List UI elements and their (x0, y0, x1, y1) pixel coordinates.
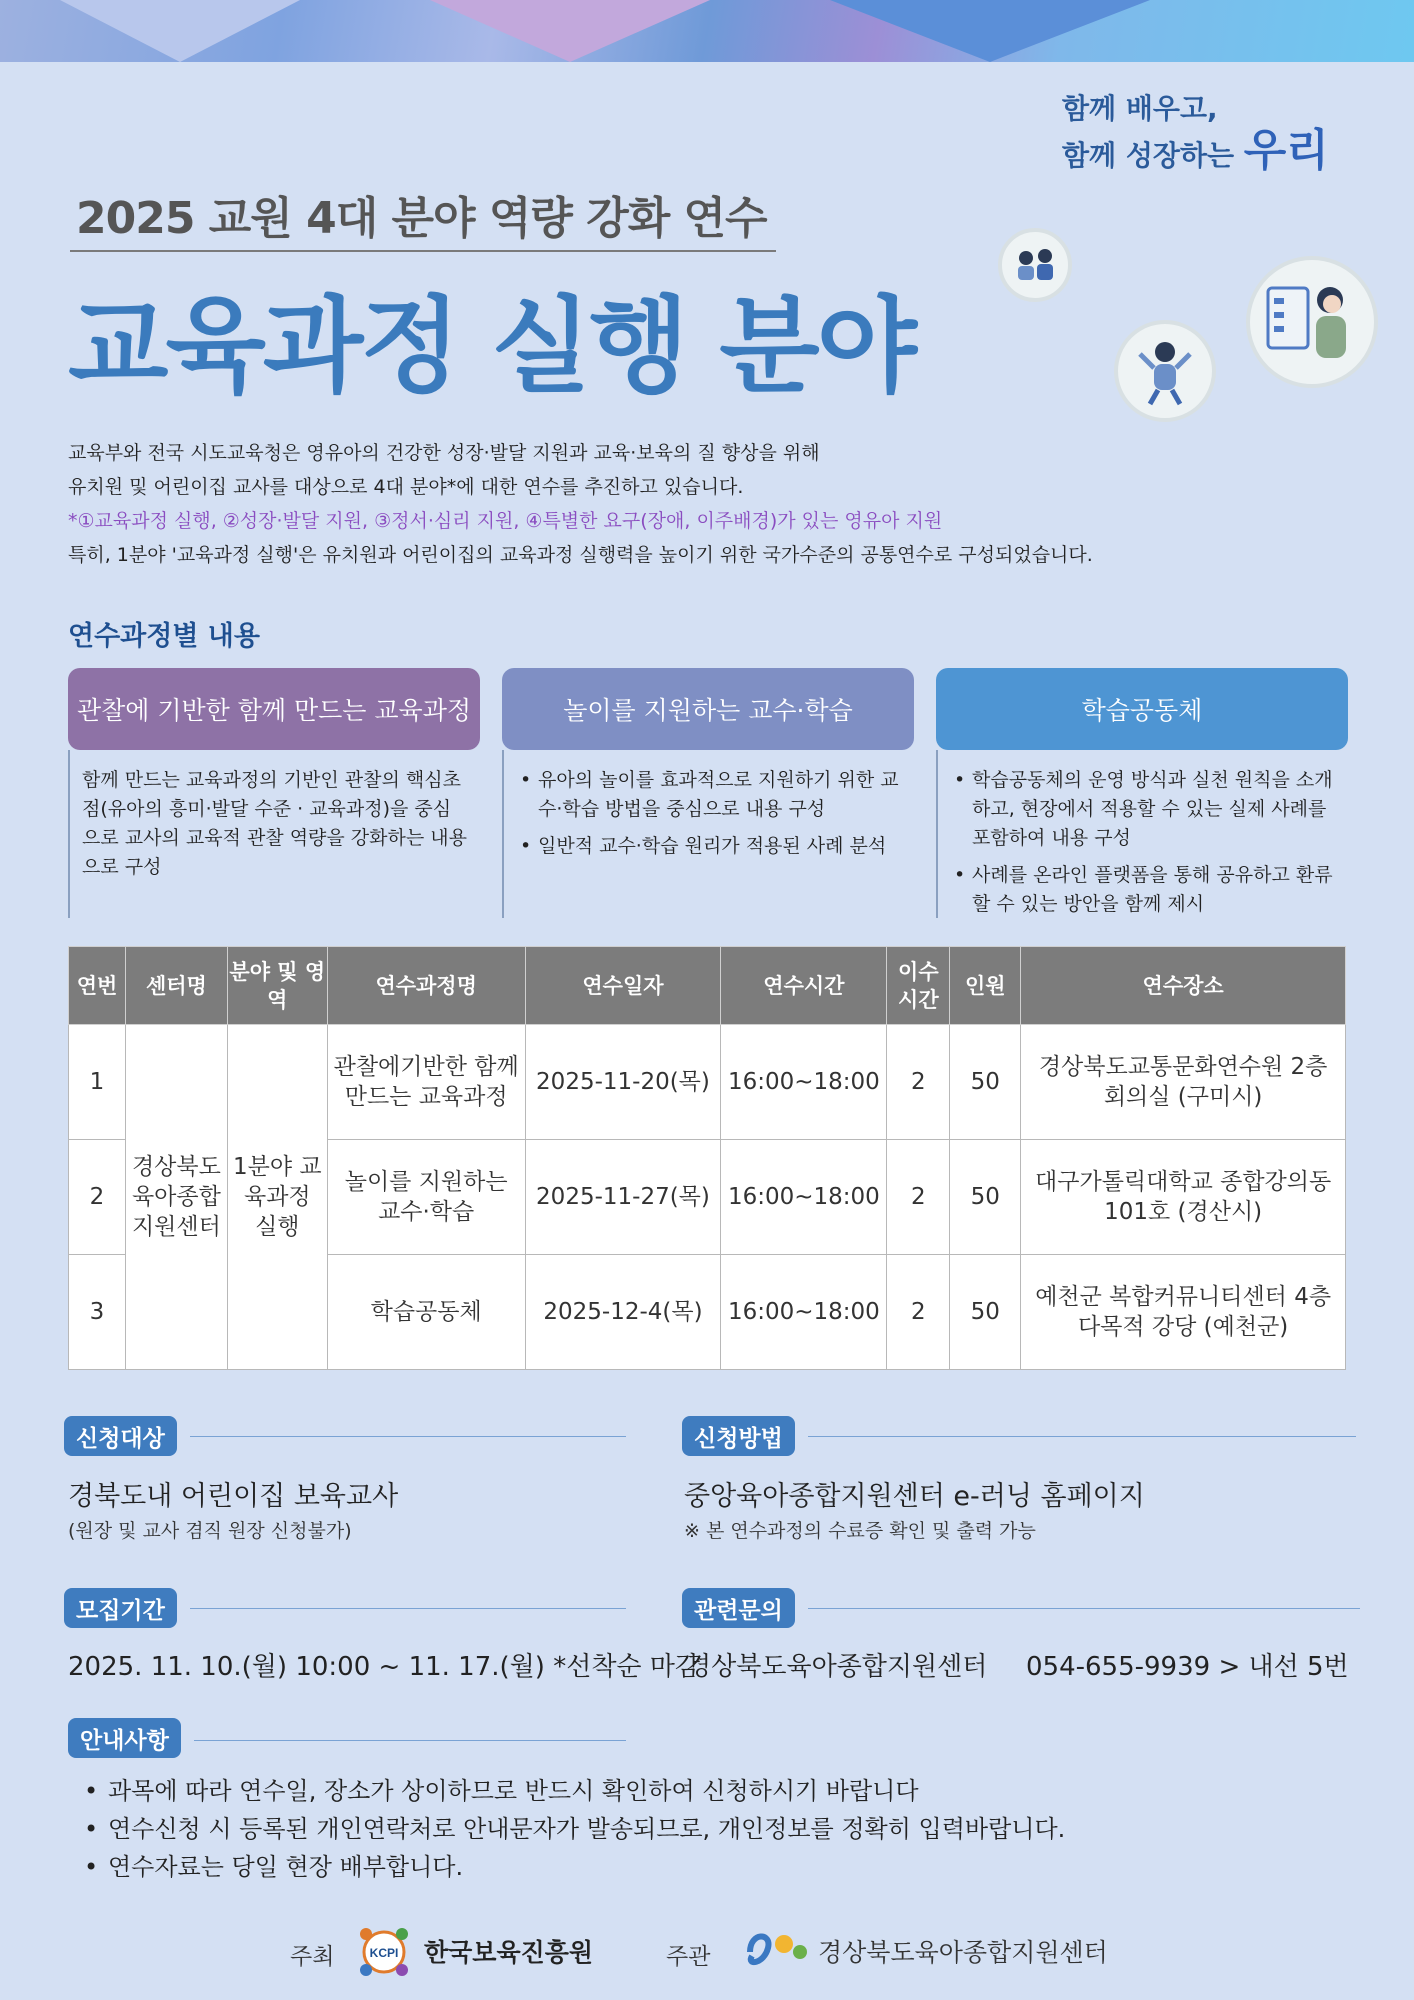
cell-time: 16:00~18:00 (721, 1140, 887, 1255)
course-card-title: 관찰에 기반한 함께 만드는 교육과정 (68, 668, 480, 750)
period-main: 2025. 11. 10.(월) 10:00 ~ 11. 17.(월) *선착순 마감 (68, 1652, 701, 1682)
contact-org: 경상북도육아종합지원센터 (686, 1652, 988, 1682)
illustration-circle-large (1246, 256, 1378, 388)
organizer-label: 주관 (666, 1944, 711, 1970)
kcpi-logo (352, 1918, 416, 1982)
intro-line3: 특히, 1분야 '교육과정 실행'은 유치원과 어린이집의 교육과정 실행력을 높이기 위한 국가수준의 공통연수로 구성되었습니다. (68, 544, 1093, 566)
course-description: 함께 만드는 교육과정의 기반인 관찰의 핵심초점(유아의 흥미·발달 수준 · 교육과정)을 중심으로 교사의 교육적 관찰 역량을 강화하는 내용으로 구성 (82, 769, 467, 878)
top-banner (0, 0, 1414, 62)
cell-field: 1분야 교육과정 실행 (227, 1025, 327, 1370)
contact-phone: 054-655-9939 > 내선 5번 (1026, 1652, 1349, 1682)
course-card-community (936, 668, 1348, 918)
notice-item: • 연수신청 시 등록된 개인연락처로 안내문자가 발송되므로, 개인정보를 정확히 입력바랍니다. (80, 1810, 1065, 1848)
course-bullet: • 사례를 온라인 플랫폼을 통해 공유하고 환류할 수 있는 방안을 함께 제시 (950, 861, 1336, 919)
slogan-line2: 함께 성장하는 (1062, 139, 1244, 172)
cell-hours: 2 (887, 1025, 950, 1140)
table-header: 센터명 (125, 947, 227, 1025)
target-main: 경북도내 어린이집 보육교사 (68, 1481, 399, 1512)
cell-count: 50 (950, 1140, 1021, 1255)
teacher-presenting-icon (1250, 260, 1374, 384)
course-card-body (502, 750, 914, 918)
illustration-circle-medium (1114, 320, 1216, 422)
cell-time: 16:00~18:00 (721, 1255, 887, 1370)
table-header: 연수장소 (1021, 947, 1346, 1025)
slogan-emphasis: 우리 (1243, 125, 1329, 176)
table-header: 연수일자 (525, 947, 721, 1025)
contact-label: 관련문의 (682, 1588, 795, 1628)
contact-divider (808, 1608, 1360, 1609)
page-subtitle: 2025 교원 4대 분야 역량 강화 연수 (76, 193, 767, 244)
table-row (69, 1025, 1346, 1140)
organizer-logo (742, 1922, 812, 1974)
host-name: 한국보육진흥원 (424, 1938, 594, 1967)
cell-place: 예천군 복합커뮤니티센터 4층 다목적 강당 (예천군) (1021, 1255, 1346, 1370)
cell-course: 관찰에기반한 함께만드는 교육과정 (327, 1025, 525, 1140)
cell-hours: 2 (887, 1140, 950, 1255)
cell-course: 놀이를 지원하는 교수·학습 (327, 1140, 525, 1255)
notice-divider (194, 1740, 626, 1741)
cell-no: 1 (69, 1025, 126, 1140)
method-divider (808, 1436, 1356, 1437)
people-icon (1002, 232, 1068, 298)
table-header: 연수시간 (721, 947, 887, 1025)
target-sub: (원장 및 교사 겸직 원장 신청불가) (68, 1520, 352, 1542)
course-card-title: 학습공동체 (936, 668, 1348, 750)
cell-center: 경상북도 육아종합 지원센터 (125, 1025, 227, 1370)
course-bullet: • 학습공동체의 운영 방식과 실천 원칙을 소개하고, 현장에서 적용할 수 있는 실제 사례를 포함하여 내용 구성 (950, 766, 1336, 853)
child-jumping-icon (1118, 324, 1212, 418)
cell-place: 대구가톨릭대학교 종합강의동 101호 (경산시) (1021, 1140, 1346, 1255)
method-sub: ※ 본 연수과정의 수료증 확인 및 출력 가능 (684, 1520, 1036, 1542)
cell-course: 학습공동체 (327, 1255, 525, 1370)
schedule-table (68, 946, 1346, 1370)
page-title: 교육과정 실행 분야 (68, 285, 915, 407)
period-label: 모집기간 (64, 1588, 177, 1628)
method-label: 신청방법 (682, 1416, 795, 1456)
table-header: 연수과정명 (327, 947, 525, 1025)
courses-section-title: 연수과정별 내용 (68, 621, 260, 652)
notice-item: • 과목에 따라 연수일, 장소가 상이하므로 반드시 확인하여 신청하시기 바랍니다 (80, 1772, 1065, 1810)
notice-list (80, 1772, 1065, 1886)
cell-hours: 2 (887, 1255, 950, 1370)
course-bullet: • 일반적 교수·학습 원리가 적용된 사례 분석 (516, 832, 902, 861)
slogan-line1: 함께 배우고, (1062, 92, 1218, 125)
table-header-row (69, 947, 1346, 1025)
host-label: 주최 (290, 1944, 335, 1970)
course-card-play (502, 668, 914, 918)
slogan (1062, 88, 1362, 177)
notice-item: • 연수자료는 당일 현장 배부합니다. (80, 1848, 1065, 1886)
kcpi-logo-icon (352, 1918, 416, 1982)
cell-date: 2025-12-4(목) (525, 1255, 721, 1370)
table-header: 연번 (69, 947, 126, 1025)
table-header: 인원 (950, 947, 1021, 1025)
course-bullet: • 유아의 놀이를 효과적으로 지원하기 위한 교수·학습 방법을 중심으로 내용 구성 (516, 766, 902, 824)
kcpi-logo-text: KCPI (369, 1946, 399, 1960)
intro-line2: 유치원 및 어린이집 교사를 대상으로 4대 분야*에 대한 연수를 추진하고 있습니다. (68, 476, 744, 498)
target-label: 신청대상 (64, 1416, 177, 1456)
table-header: 이수 시간 (887, 947, 950, 1025)
organizer-logo-icon (742, 1922, 812, 1974)
intro-line1: 교육부와 전국 시도교육청은 영유아의 건강한 성장·발달 지원과 교육·보육의 질 향상을 위해 (68, 442, 820, 464)
course-card-title: 놀이를 지원하는 교수·학습 (502, 668, 914, 750)
illustration-circle-small (998, 228, 1072, 302)
cell-no: 3 (69, 1255, 126, 1370)
method-main: 중앙육아종합지원센터 e-러닝 홈페이지 (684, 1481, 1145, 1512)
cell-count: 50 (950, 1025, 1021, 1140)
period-divider (190, 1608, 626, 1609)
cell-no: 2 (69, 1140, 126, 1255)
course-card-body (936, 750, 1348, 918)
intro-note: *①교육과정 실행, ②성장·발달 지원, ③정서·심리 지원, ④특별한 요구(장애, 이주배경)가 있는 영유아 지원 (68, 510, 943, 532)
cell-date: 2025-11-27(목) (525, 1140, 721, 1255)
subtitle-underline (70, 250, 776, 252)
cell-place: 경상북도교통문화연수원 2층 회의실 (구미시) (1021, 1025, 1346, 1140)
cell-date: 2025-11-20(목) (525, 1025, 721, 1140)
cell-count: 50 (950, 1255, 1021, 1370)
course-card-body (68, 750, 480, 918)
target-divider (190, 1436, 626, 1437)
cell-time: 16:00~18:00 (721, 1025, 887, 1140)
table-header: 분야 및 영역 (227, 947, 327, 1025)
intro-text (68, 436, 1328, 572)
course-card-observation (68, 668, 480, 918)
organizer-name: 경상북도육아종합지원센터 (818, 1938, 1108, 1967)
notice-label: 안내사항 (68, 1718, 181, 1758)
